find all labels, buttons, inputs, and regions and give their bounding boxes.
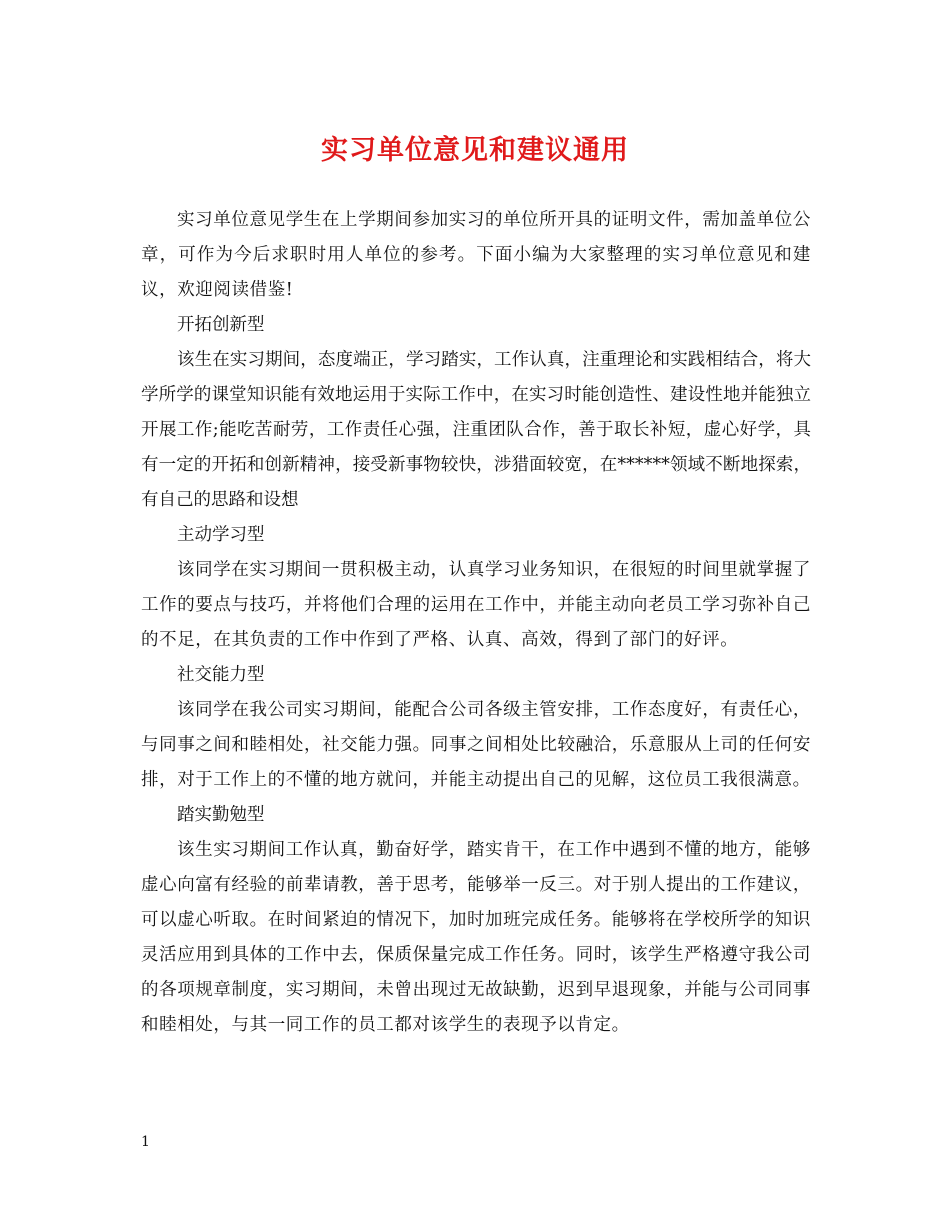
section-text-social-skills: 该同学在我公司实习期间，能配合公司各级主管安排，工作态度好，有责任心，与同事之间和睦相处，社交能力强。同事之间相处比较融洽，乐意服从上司的任何安排，对于工作上的不懂的地方就问，并能主动提出自己的见解，这位员工我很满意。 [141, 700, 811, 790]
section-text-innovative: 该生在实习期间，态度端正，学习踏实，工作认真，注重理论和实践相结合，将大学所学的课堂知识能有效地运用于实际工作中，在实习时能创造性、建设性地并能独立开展工作;能吃苦耐劳，工作责任心强，注重团队合作，善于取长补短，虚心好学，具有一定的开拓和创新精神，接受新事物较快，涉猎面较宽，在******领域不断地探索，有自己的思路和设想 [141, 350, 811, 510]
section-heading-innovative: 开拓创新型 [177, 315, 265, 335]
section-text-proactive-learning: 该同学在实习期间一贯积极主动，认真学习业务知识，在很短的时间里就掌握了工作的要点与技巧，并将他们合理的运用在工作中，并能主动向老员工学习弥补自己的不足，在其负责的工作中作到了严格、认真、高效，得到了部门的好评。 [141, 560, 811, 650]
document-body [141, 203, 811, 1043]
section-heading-proactive-learning: 主动学习型 [177, 525, 265, 545]
section-text-diligent: 该生实习期间工作认真，勤奋好学，踏实肯干，在工作中遇到不懂的地方，能够虚心向富有经验的前辈请教，善于思考，能够举一反三。对于别人提出的工作建议，可以虚心听取。在时间紧迫的情况下，加时加班完成任务。能够将在学校所学的知识灵活应用到具体的工作中去，保质保量完成工作任务。同时，该学生严格遵守我公司的各项规章制度，实习期间，未曾出现过无故缺勤，迟到早退现象，并能与公司同事和睦相处，与其一同工作的员工都对该学生的表现予以肯定。 [141, 840, 811, 1035]
section-heading-social-skills: 社交能力型 [177, 665, 265, 685]
intro-paragraph: 实习单位意见学生在上学期间参加实习的单位所开具的证明文件，需加盖单位公章，可作为今后求职时用人单位的参考。下面小编为大家整理的实习单位意见和建议，欢迎阅读借鉴! [141, 210, 811, 300]
section-heading-diligent: 踏实勤勉型 [177, 805, 265, 825]
page-title: 实习单位意见和建议通用 [321, 135, 629, 166]
page-number: 1 [141, 1134, 150, 1150]
